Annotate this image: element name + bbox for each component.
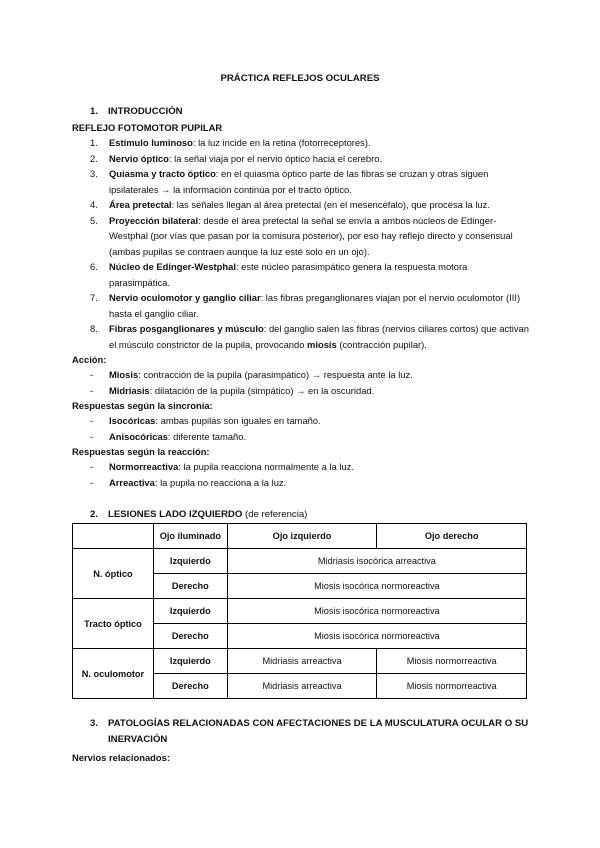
section-2-note: (de referencia) [242,509,308,520]
document-title: PRÁCTICA REFLEJOS OCULARES [220,73,380,84]
result-cell: Midriasis isocórica arreactiva [227,549,526,574]
reflex-title: REFLEJO FOTOMOTOR PUPILAR [72,122,223,133]
result-cell-left: Midriasis arreactiva [227,674,377,699]
table-header-cell: Ojo derecho [377,524,527,549]
table-header-cell: Ojo iluminado [153,524,227,549]
list-item: - Normorreactiva: la pupila reacciona normalmente a la luz. [90,461,354,472]
reaction-label: Respuestas según la reacción: [72,446,210,457]
list-item: - Arreactiva: la pupila no reacciona a la luz. [90,477,287,489]
list-item: 7. Nervio oculomotor y ganglio ciliar: las fibras preganglionares viajan por el nervio oculomotor (III) hasta el ganglio ciliar. [90,292,521,319]
list-item: - Midriasis: dilatación de la pupila (simpático) → en la oscuridad. [90,385,375,397]
list-item: - Isocóricas: ambas pupilas son iguales en tamaño. [90,415,321,426]
list-item: 1. Estímulo luminoso: la luz incide en la retina (fotorreceptores). [90,137,371,148]
table-row [73,649,527,674]
section-3-number: 3. [90,718,99,729]
nerves-label: Nervios relacionados: [72,752,170,763]
action-label: Acción: [72,354,107,365]
result-cell-right: Miosis normorreactiva [377,674,527,699]
nerve-cell: N. óptico [73,549,154,599]
section-3-title-line1: PATOLOGÍAS RELACIONADAS CON AFECTACIONES DE LA MUSCULATURA OCULAR O SU [108,718,529,729]
reaction-list [90,459,530,492]
result-cell-right: Miosis normorreactiva [377,649,527,674]
list-item: - Miosis: contracción de la pupila (parasimpático) → respuesta ante la luz. [90,369,413,380]
synchrony-label: Respuestas según la sincronía: [72,400,213,411]
reflex-steps-list [90,135,530,352]
side-cell: Derecho [153,574,227,599]
side-cell: Derecho [153,624,227,649]
action-list [90,367,530,400]
list-item: 8. Fibras posganglionares y músculo: del ganglio salen las fibras (nervios ciliares cortos) que activan el músculo constrictor de la pupila, provocando miosis (contracción pupilar). [90,323,529,350]
side-cell: Izquierdo [153,649,227,674]
section-2-number: 2. [90,509,99,520]
result-cell: Miosis isocórica normoreactiva [227,574,526,599]
section-1-heading [90,106,183,117]
list-item: 3. Quiasma y tracto óptico: en el quiasma óptico parte de las fibras se cruzan y otras siguen ipsilaterales → la información continúa por el tracto óptico. [90,168,489,195]
list-item: 4. Área pretectal: las señales llegan al área pretectal (en el mesencéfalo), que procesa la luz. [90,199,490,210]
side-cell: Izquierdo [153,549,227,574]
lesions-table [72,523,527,699]
synchrony-list [90,413,530,446]
table-header-cell: Ojo izquierdo [227,524,377,549]
list-item: - Anisocóricas: diferente tamaño. [90,431,247,443]
table-row [73,549,527,574]
list-item: 5. Proyección bilateral: desde el área pretectal la señal se envía a ambos núcleos de Edinger-Westphal (por vías que pasan por la comisura posterior), por eso hay reflejo directo y consensual (ambas pupilas se contraen aunque la luz esté solo en un ojo). [90,214,513,257]
side-cell: Izquierdo [153,599,227,624]
nerve-cell: N. oculomotor [73,649,154,699]
section-3-title-line2: INERVACIÓN [108,734,168,745]
result-cell: Miosis isocórica normoreactiva [227,599,526,624]
result-cell: Miosis isocórica normoreactiva [227,624,526,649]
nerve-cell: Tracto óptico [73,599,154,649]
list-item: 6. Núcleo de Edinger-Westphal: este núcleo parasimpático genera la respuesta motora parasimpática. [90,261,468,288]
section-1-number: 1. [90,106,99,117]
table-row [73,599,527,624]
side-cell: Derecho [153,674,227,699]
section-2-title: LESIONES LADO IZQUIERDO [108,509,243,520]
result-cell-left: Midriasis arreactiva [227,649,377,674]
section-1-title: INTRODUCCIÓN [108,106,183,117]
section-3-heading [90,718,528,729]
table-header-cell [73,524,154,549]
table-header-row [73,524,527,549]
list-item: 2. Nervio óptico: la señal viaja por el nervio óptico hacia el cerebro. [90,152,383,164]
section-2-heading [90,509,307,520]
